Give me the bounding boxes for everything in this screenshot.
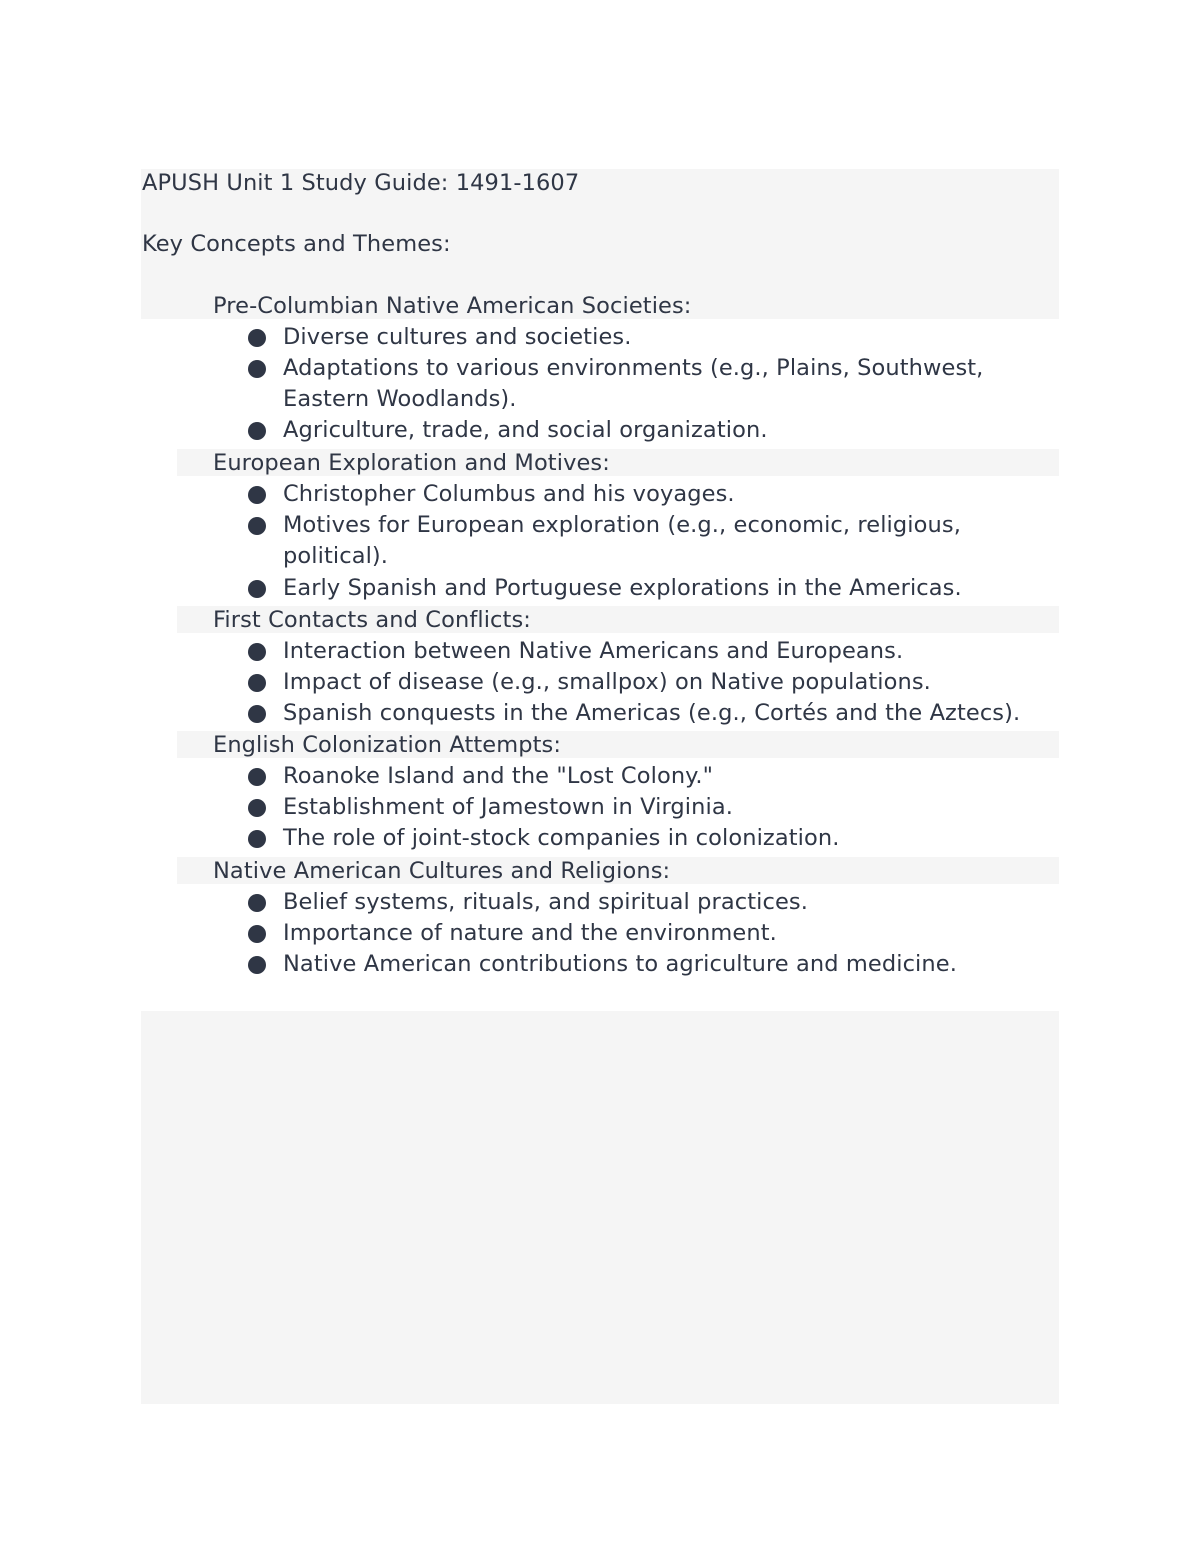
bullet-icon: [248, 580, 266, 598]
list-item-text: Motives for European exploration (e.g., economic, religious, political).: [283, 512, 961, 569]
list-item: [248, 322, 1043, 353]
list-item: [248, 792, 1043, 823]
section-heading: European Exploration and Motives:: [213, 450, 610, 476]
bullet-icon: [248, 830, 266, 848]
list-item: [248, 823, 1043, 854]
bullet-icon: [248, 925, 266, 943]
list-item: [248, 573, 1043, 604]
list-item: [248, 510, 1003, 572]
list-item-text: Christopher Columbus and his voyages.: [283, 481, 735, 507]
section-heading: English Colonization Attempts:: [213, 732, 562, 758]
list-item-text: Native American contributions to agriculture and medicine.: [283, 951, 957, 977]
list-item-text: Establishment of Jamestown in Virginia.: [283, 794, 734, 820]
list-item: [248, 698, 1043, 729]
bullet-icon: [248, 422, 266, 440]
bullet-icon: [248, 360, 266, 378]
list-item: [248, 636, 1043, 667]
bullet-icon: [248, 517, 266, 535]
bullet-icon: [248, 329, 266, 347]
bullet-icon: [248, 894, 266, 912]
section-heading: Native American Cultures and Religions:: [213, 858, 671, 884]
list-item-text: Importance of nature and the environment.: [283, 920, 777, 946]
bullet-icon: [248, 956, 266, 974]
list-item-text: Early Spanish and Portuguese explorations in the Americas.: [283, 575, 962, 601]
section-heading: First Contacts and Conflicts:: [213, 607, 531, 633]
shaded-empty-block: [141, 1011, 1059, 1404]
list-item: [248, 353, 1043, 415]
list-item: [248, 479, 1043, 510]
list-item-text: Adaptations to various environments (e.g., Plains, Southwest, Eastern Woodlands).: [283, 355, 984, 412]
list-item-text: Spanish conquests in the Americas (e.g., Cortés and the Aztecs).: [283, 700, 1021, 726]
section-subtitle: Key Concepts and Themes:: [142, 231, 451, 257]
bullet-icon: [248, 643, 266, 661]
bullet-icon: [248, 768, 266, 786]
list-item: [248, 761, 1043, 792]
list-item: [248, 949, 1043, 980]
list-item: [248, 887, 1043, 918]
list-item-text: Roanoke Island and the "Lost Colony.": [283, 763, 714, 789]
bullet-icon: [248, 486, 266, 504]
bullet-icon: [248, 674, 266, 692]
list-item-text: Impact of disease (e.g., smallpox) on Native populations.: [283, 669, 931, 695]
bullet-icon: [248, 799, 266, 817]
list-item-text: Belief systems, rituals, and spiritual practices.: [283, 889, 808, 915]
list-item-text: Diverse cultures and societies.: [283, 324, 632, 350]
list-item-text: Interaction between Native Americans and Europeans.: [283, 638, 904, 664]
list-item: [248, 667, 1043, 698]
list-item-text: Agriculture, trade, and social organization.: [283, 417, 768, 443]
bullet-icon: [248, 705, 266, 723]
list-item-text: The role of joint-stock companies in colonization.: [283, 825, 840, 851]
document-title: APUSH Unit 1 Study Guide: 1491-1607: [142, 170, 580, 196]
section-heading: Pre-Columbian Native American Societies:: [213, 293, 692, 319]
list-item: [248, 918, 1043, 949]
list-item: [248, 415, 1043, 446]
